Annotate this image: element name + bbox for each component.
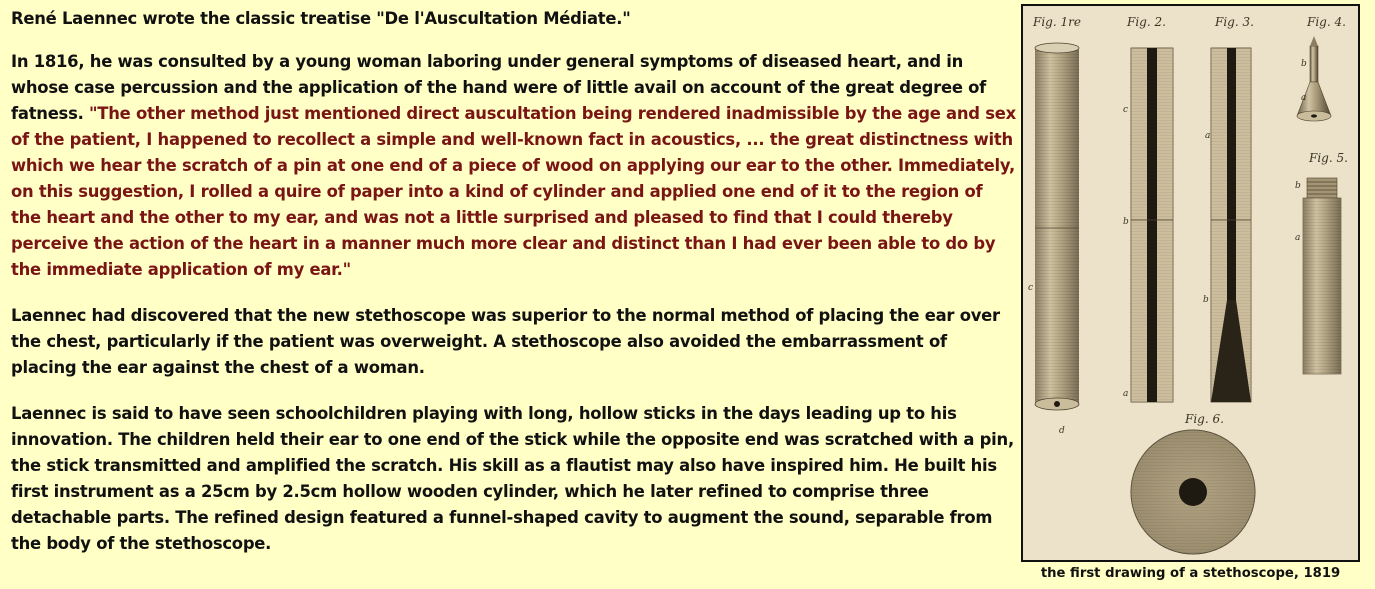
fig1-letter-c: c [1028, 283, 1034, 293]
fig5-letter-b: b [1295, 181, 1301, 191]
fig4-letter-a: a [1301, 93, 1307, 103]
fig3-label: Fig. 3. [1215, 15, 1254, 29]
fig2-letter-a: a [1123, 389, 1129, 399]
laennec-quote: "The other method just mentioned direct auscultation being rendered inadmissible by the age and sex of the patient, I happened to recollect a simple and well-known fact in acoustics, ... the great distinctness with which we hear the scratch of a pin at one end of a piece of wood on applying our ear to the other. Immediately, on this suggestion, I rolled a quire of paper into a kind of cylinder and applied one end of it to the region of the heart and the other to my ear, and was not a little surprised and pleased to find that I could thereby perceive the action of the heart in a manner much more clear and distinct than I had ever been able to do by the immediate application of my ear." [11, 104, 1016, 279]
discovery-paragraph: Laennec had discovered that the new stethoscope was superior to the normal method of placing the ear over the chest, particularly if the patient was overweight. A stethoscope also avoided the embarrassment of placing the ear against the chest of a woman. [11, 306, 1000, 377]
fig2-label: Fig. 2. [1127, 15, 1166, 29]
stethoscope-engraving [1021, 4, 1360, 562]
consultation-intro: In 1816, he was consulted by a young woman laboring under general symptoms of diseased heart, and in whose case percussion and the application of the hand were of little avail on account of the great degree of fatness. [11, 52, 987, 123]
intro-paragraph: René Laennec wrote the classic treatise "De l'Auscultation Médiate." [11, 9, 631, 28]
consultation-paragraph [11, 49, 1016, 283]
inspiration-paragraph: Laennec is said to have seen schoolchildren playing with long, hollow sticks in the days leading up to his innovation. The children held their ear to one end of the stick while the opposite end was scratched with a pin, the stick transmitted and amplified the scratch. His skill as a flautist may also have inspired him. He built his first instrument as a 25cm by 2.5cm hollow wooden cylinder, which he later refined to comprise three detachable parts. The refined design featured a funnel-shaped cavity to augment the sound, separable from the body of the stethoscope. [11, 404, 1014, 553]
fig2-section [1123, 48, 1173, 402]
fig3-funnel-section [1203, 48, 1251, 402]
fig1-cylinder [1028, 43, 1079, 436]
fig6-label: Fig. 6. [1185, 412, 1224, 426]
fig4-label: Fig. 4. [1307, 15, 1346, 29]
fig3-letter-a: a [1205, 131, 1211, 141]
fig6-end-view [1131, 430, 1255, 554]
fig4-plug [1297, 36, 1331, 121]
figure-caption: the first drawing of a stethoscope, 1819 [1040, 566, 1341, 581]
fig5-threaded-section [1295, 178, 1341, 374]
engraving-svg [1023, 6, 1358, 560]
fig2-letter-c: c [1123, 105, 1129, 115]
article-text [11, 6, 1016, 577]
fig3-letter-b: b [1203, 295, 1209, 305]
fig2-letter-b: b [1123, 217, 1129, 227]
fig1-label: Fig. 1re [1033, 15, 1081, 29]
fig5-letter-a: a [1295, 233, 1301, 243]
fig1-letter-d: d [1059, 426, 1065, 436]
fig4-letter-b: b [1301, 59, 1307, 69]
fig5-label: Fig. 5. [1309, 151, 1348, 165]
